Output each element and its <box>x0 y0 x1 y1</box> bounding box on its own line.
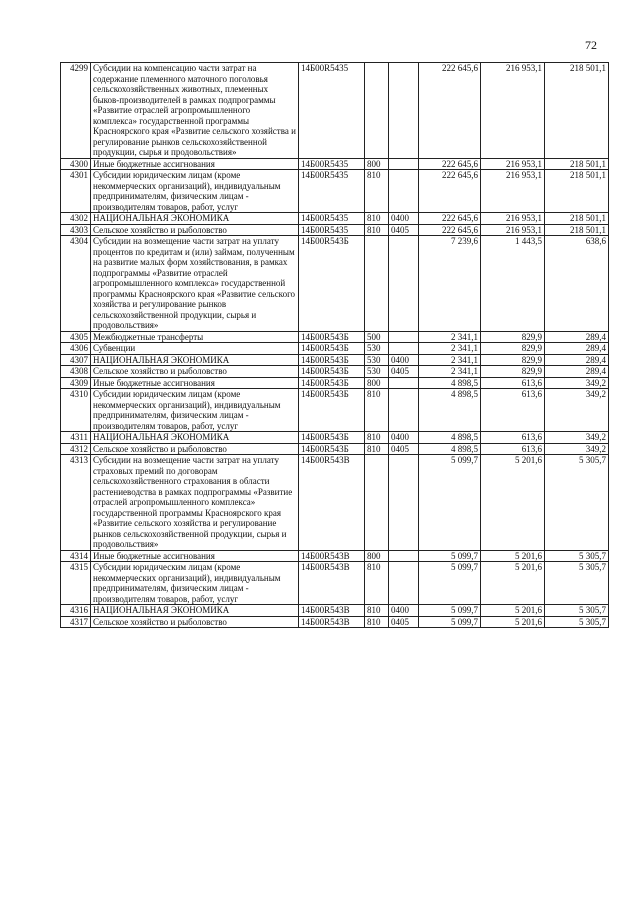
row-amount-2: 5 201,6 <box>481 616 545 628</box>
row-amount-1: 222 645,6 <box>419 224 481 236</box>
table-row <box>61 562 609 605</box>
row-number: 4312 <box>61 443 91 455</box>
row-name: Субсидии на компенсацию части затрат на содержание племенного маточного поголовья сельскохозяйственных животных, племенных быков-производителей в рамках подпрограммы «Развитие отраслей агропромышленного комплекса» государственной программы Красноярского края «Развитие сельского хозяйства и регулирование рынков сельскохозяйственной продукции, сырья и продовольствия» <box>91 63 299 159</box>
row-target-code: 14Б00R5435 <box>299 224 365 236</box>
row-expense-type: 810 <box>365 170 389 213</box>
row-amount-3: 5 305,7 <box>545 455 609 551</box>
row-target-code: 14Б00R5435 <box>299 170 365 213</box>
row-amount-1: 2 341,1 <box>419 354 481 366</box>
row-expense-type: 810 <box>365 616 389 628</box>
row-number: 4314 <box>61 550 91 562</box>
row-amount-1: 4 898,5 <box>419 377 481 389</box>
row-expense-type: 500 <box>365 331 389 343</box>
row-name: Субсидии юридическим лицам (кроме некоммерческих организаций), индивидуальным предпринимателям, физическим лицам - производителям товаров, работ, услуг <box>91 389 299 432</box>
row-name: Субвенции <box>91 343 299 355</box>
row-name: Сельское хозяйство и рыболовство <box>91 366 299 378</box>
row-number: 4304 <box>61 236 91 332</box>
table-row <box>61 443 609 455</box>
row-amount-1: 5 099,7 <box>419 605 481 617</box>
table-row <box>61 354 609 366</box>
row-amount-1: 5 099,7 <box>419 550 481 562</box>
row-section-code: 0400 <box>389 605 419 617</box>
row-section-code <box>389 562 419 605</box>
table-row <box>61 366 609 378</box>
row-amount-3: 218 501,1 <box>545 158 609 170</box>
row-name: Межбюджетные трансферты <box>91 331 299 343</box>
row-number: 4299 <box>61 63 91 159</box>
row-section-code: 0400 <box>389 213 419 225</box>
row-amount-3: 349,2 <box>545 389 609 432</box>
row-amount-2: 613,6 <box>481 432 545 444</box>
row-number: 4305 <box>61 331 91 343</box>
row-amount-2: 829,9 <box>481 331 545 343</box>
row-name: НАЦИОНАЛЬНАЯ ЭКОНОМИКА <box>91 213 299 225</box>
row-expense-type: 810 <box>365 432 389 444</box>
row-number: 4303 <box>61 224 91 236</box>
row-section-code <box>389 158 419 170</box>
row-section-code <box>389 343 419 355</box>
table-row <box>61 377 609 389</box>
row-name: Субсидии юридическим лицам (кроме некоммерческих организаций), индивидуальным предпринимателям, физическим лицам - производителям товаров, работ, услуг <box>91 562 299 605</box>
row-amount-2: 216 953,1 <box>481 158 545 170</box>
row-section-code: 0400 <box>389 354 419 366</box>
row-number: 4311 <box>61 432 91 444</box>
row-number: 4309 <box>61 377 91 389</box>
table-row <box>61 213 609 225</box>
row-amount-2: 613,6 <box>481 377 545 389</box>
table-row <box>61 550 609 562</box>
table-body <box>61 63 609 628</box>
row-amount-3: 5 305,7 <box>545 616 609 628</box>
row-amount-3: 349,2 <box>545 377 609 389</box>
row-expense-type: 810 <box>365 389 389 432</box>
row-number: 4300 <box>61 158 91 170</box>
row-number: 4308 <box>61 366 91 378</box>
row-amount-2: 216 953,1 <box>481 63 545 159</box>
row-amount-1: 2 341,1 <box>419 331 481 343</box>
table-row <box>61 605 609 617</box>
row-number: 4316 <box>61 605 91 617</box>
row-amount-1: 222 645,6 <box>419 170 481 213</box>
row-target-code: 14Б00R543Б <box>299 432 365 444</box>
row-target-code: 14Б00R5435 <box>299 158 365 170</box>
row-amount-1: 4 898,5 <box>419 432 481 444</box>
row-amount-3: 218 501,1 <box>545 170 609 213</box>
row-amount-2: 216 953,1 <box>481 170 545 213</box>
row-amount-2: 5 201,6 <box>481 550 545 562</box>
row-expense-type: 810 <box>365 605 389 617</box>
row-section-code <box>389 170 419 213</box>
row-amount-2: 5 201,6 <box>481 605 545 617</box>
row-amount-2: 5 201,6 <box>481 562 545 605</box>
row-amount-3: 5 305,7 <box>545 605 609 617</box>
row-amount-2: 613,6 <box>481 443 545 455</box>
row-name: Сельское хозяйство и рыболовство <box>91 443 299 455</box>
row-target-code: 14Б00R543Б <box>299 343 365 355</box>
row-expense-type <box>365 63 389 159</box>
row-expense-type: 810 <box>365 562 389 605</box>
table-row <box>61 455 609 551</box>
row-name: НАЦИОНАЛЬНАЯ ЭКОНОМИКА <box>91 354 299 366</box>
row-amount-3: 289,4 <box>545 354 609 366</box>
row-name: Сельское хозяйство и рыболовство <box>91 616 299 628</box>
row-amount-2: 5 201,6 <box>481 455 545 551</box>
row-expense-type: 800 <box>365 158 389 170</box>
row-amount-1: 7 239,6 <box>419 236 481 332</box>
row-section-code: 0405 <box>389 443 419 455</box>
row-name: Субсидии юридическим лицам (кроме некоммерческих организаций), индивидуальным предпринимателям, физическим лицам - производителям товаров, работ, услуг <box>91 170 299 213</box>
row-expense-type: 530 <box>365 354 389 366</box>
page-number: 72 <box>585 38 597 52</box>
row-section-code <box>389 236 419 332</box>
row-section-code: 0405 <box>389 616 419 628</box>
row-section-code: 0405 <box>389 224 419 236</box>
row-expense-type: 530 <box>365 343 389 355</box>
row-amount-1: 2 341,1 <box>419 343 481 355</box>
table-row <box>61 432 609 444</box>
row-amount-2: 216 953,1 <box>481 224 545 236</box>
row-target-code: 14Б00R543В <box>299 550 365 562</box>
row-target-code: 14Б00R5435 <box>299 213 365 225</box>
row-name: Иные бюджетные ассигнования <box>91 550 299 562</box>
row-number: 4306 <box>61 343 91 355</box>
row-amount-3: 289,4 <box>545 366 609 378</box>
row-number: 4307 <box>61 354 91 366</box>
row-expense-type: 810 <box>365 443 389 455</box>
row-amount-2: 829,9 <box>481 343 545 355</box>
row-section-code <box>389 63 419 159</box>
row-section-code <box>389 331 419 343</box>
row-amount-1: 5 099,7 <box>419 455 481 551</box>
row-name: Иные бюджетные ассигнования <box>91 377 299 389</box>
row-amount-1: 222 645,6 <box>419 213 481 225</box>
row-number: 4301 <box>61 170 91 213</box>
row-amount-3: 218 501,1 <box>545 213 609 225</box>
table-row <box>61 224 609 236</box>
row-section-code: 0405 <box>389 366 419 378</box>
row-name: НАЦИОНАЛЬНАЯ ЭКОНОМИКА <box>91 432 299 444</box>
row-section-code: 0400 <box>389 432 419 444</box>
row-amount-1: 5 099,7 <box>419 616 481 628</box>
row-amount-3: 218 501,1 <box>545 63 609 159</box>
row-section-code <box>389 455 419 551</box>
row-expense-type <box>365 455 389 551</box>
row-amount-2: 1 443,5 <box>481 236 545 332</box>
row-amount-2: 829,9 <box>481 366 545 378</box>
row-name: НАЦИОНАЛЬНАЯ ЭКОНОМИКА <box>91 605 299 617</box>
row-expense-type: 530 <box>365 366 389 378</box>
row-expense-type: 810 <box>365 224 389 236</box>
table-row <box>61 63 609 159</box>
row-amount-3: 218 501,1 <box>545 224 609 236</box>
row-amount-3: 349,2 <box>545 443 609 455</box>
row-expense-type: 810 <box>365 213 389 225</box>
row-amount-1: 4 898,5 <box>419 443 481 455</box>
row-target-code: 14Б00R543В <box>299 455 365 551</box>
row-amount-3: 289,4 <box>545 343 609 355</box>
row-target-code: 14Б00R543В <box>299 605 365 617</box>
row-target-code: 14Б00R543Б <box>299 236 365 332</box>
row-section-code <box>389 389 419 432</box>
table-row <box>61 616 609 628</box>
row-expense-type: 800 <box>365 550 389 562</box>
row-amount-2: 829,9 <box>481 354 545 366</box>
row-expense-type: 800 <box>365 377 389 389</box>
row-target-code: 14Б00R543Б <box>299 377 365 389</box>
row-amount-3: 5 305,7 <box>545 562 609 605</box>
budget-table <box>60 62 609 628</box>
row-amount-2: 216 953,1 <box>481 213 545 225</box>
table-row <box>61 170 609 213</box>
table-row <box>61 236 609 332</box>
row-amount-1: 5 099,7 <box>419 562 481 605</box>
row-amount-3: 638,6 <box>545 236 609 332</box>
row-amount-1: 222 645,6 <box>419 158 481 170</box>
row-section-code <box>389 550 419 562</box>
row-target-code: 14Б00R543Б <box>299 354 365 366</box>
row-target-code: 14Б00R543В <box>299 616 365 628</box>
row-name: Сельское хозяйство и рыболовство <box>91 224 299 236</box>
row-name: Субсидии на возмещение части затрат на уплату страховых премий по договорам сельскохозяйственного страхования в области растениеводства в рамках подпрограммы «Развитие отраслей агропромышленного комплекса» государственной программы Красноярского края «Развитие сельского хозяйства и регулирование рынков сельскохозяйственной продукции, сырья и продовольствия» <box>91 455 299 551</box>
row-number: 4313 <box>61 455 91 551</box>
row-expense-type <box>365 236 389 332</box>
row-amount-3: 289,4 <box>545 331 609 343</box>
table-row <box>61 389 609 432</box>
row-amount-3: 5 305,7 <box>545 550 609 562</box>
row-number: 4310 <box>61 389 91 432</box>
row-amount-3: 349,2 <box>545 432 609 444</box>
row-name: Иные бюджетные ассигнования <box>91 158 299 170</box>
row-target-code: 14Б00R543Б <box>299 366 365 378</box>
row-target-code: 14Б00R543Б <box>299 389 365 432</box>
row-target-code: 14Б00R543Б <box>299 331 365 343</box>
row-section-code <box>389 377 419 389</box>
row-target-code: 14Б00R543Б <box>299 443 365 455</box>
row-amount-2: 613,6 <box>481 389 545 432</box>
row-amount-1: 2 341,1 <box>419 366 481 378</box>
row-name: Субсидии на возмещение части затрат на уплату процентов по кредитам и (или) займам, полученным на развитие малых форм хозяйствования, в рамках подпрограммы «Развитие отраслей агропромышленного комплекса» государственной программы Красноярского края «Развитие сельского хозяйства и регулирование рынков сельскохозяйственной продукции, сырья и продовольствия» <box>91 236 299 332</box>
table-row <box>61 343 609 355</box>
table-row <box>61 331 609 343</box>
row-amount-1: 4 898,5 <box>419 389 481 432</box>
row-target-code: 14Б00R5435 <box>299 63 365 159</box>
table-row <box>61 158 609 170</box>
row-number: 4317 <box>61 616 91 628</box>
row-target-code: 14Б00R543В <box>299 562 365 605</box>
row-number: 4302 <box>61 213 91 225</box>
row-number: 4315 <box>61 562 91 605</box>
row-amount-1: 222 645,6 <box>419 63 481 159</box>
